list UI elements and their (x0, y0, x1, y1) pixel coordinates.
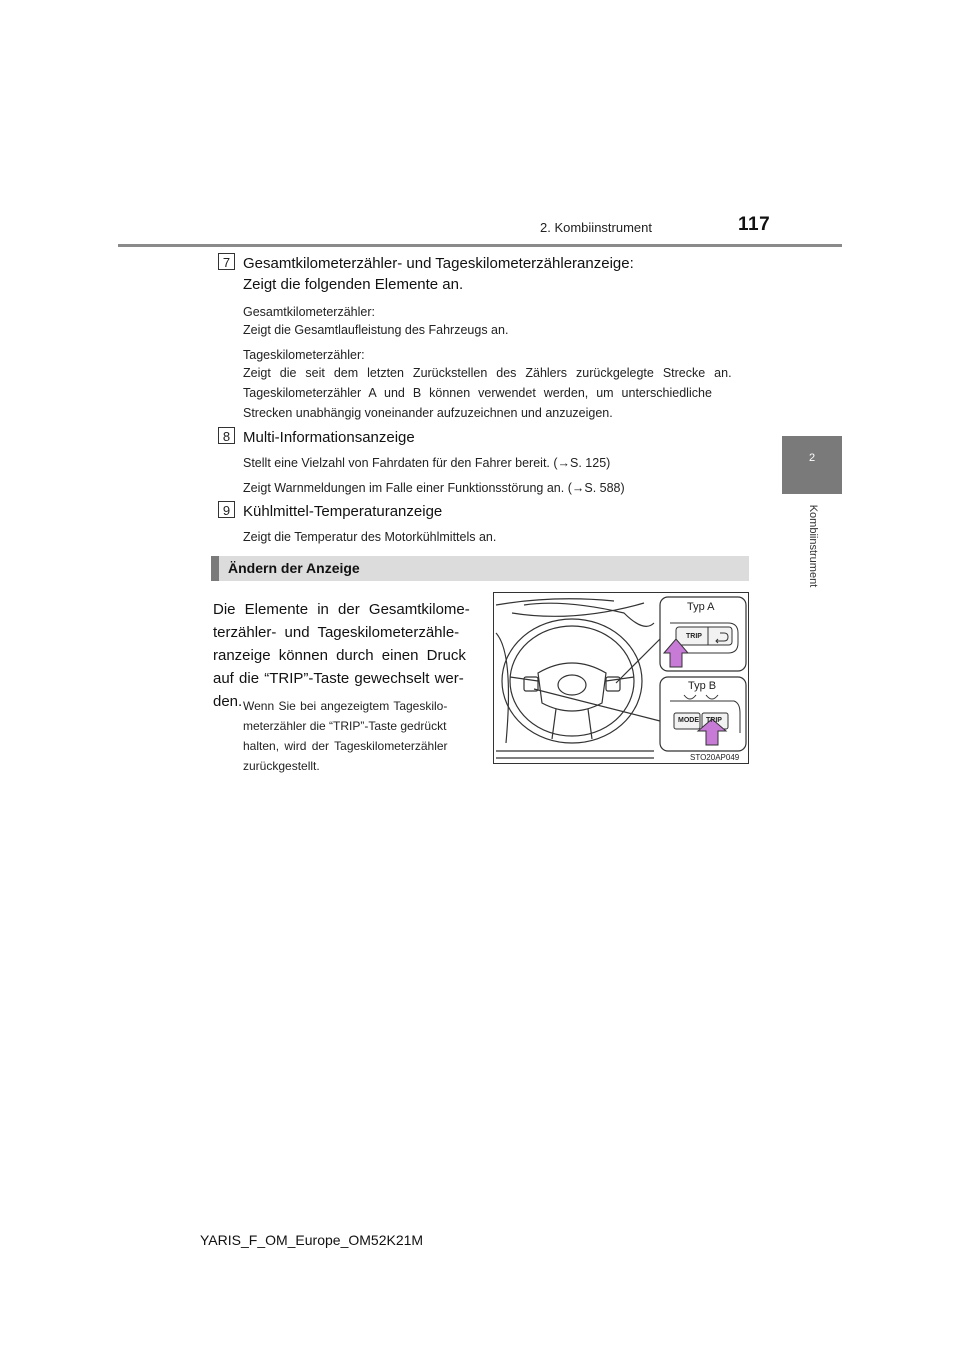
item-8-title: Multi-Informationsanzeige (243, 429, 415, 446)
trip-button-a: TRIP (686, 633, 702, 640)
steering-wheel-figure (493, 592, 749, 764)
body-line2: terzähler- und Tageskilometerzähle- (213, 624, 460, 641)
mode-button-b: MODE (678, 717, 699, 724)
document-code: YARIS_F_OM_Europe_OM52K21M (200, 1232, 424, 1248)
chapter-number: 2 (808, 452, 816, 464)
trip-button-b: TRIP (706, 717, 722, 724)
body-line5: den. (213, 693, 243, 710)
chapter-label: Kombiinstrument (807, 504, 819, 588)
trip-line1: Zeigt die seit dem letzten Zurückstellen des Zählers zurückgelegte Strecke an. (243, 366, 732, 380)
item-number-9: 9 (218, 501, 235, 518)
item-number-8: 8 (218, 427, 235, 444)
section-title: 2. Kombiinstrument (540, 220, 652, 235)
trip-label: Tageskilometerzähler: (243, 348, 365, 362)
note-line1: Wenn Sie bei angezeigtem Tageskilo- (243, 699, 448, 713)
trip-line3: Strecken unabhängig voneinander aufzuzeichnen und anzuzeigen. (243, 406, 613, 420)
typ-a-label: Typ A (687, 601, 715, 613)
item-7-title-line2: Zeigt die folgenden Elemente an. (243, 276, 464, 293)
item-7-title-line1: Gesamtkilometerzähler- und Tageskilometerzähleranzeige: (243, 255, 634, 272)
body-line3: ranzeige können durch einen Druck (213, 647, 466, 664)
item-8-line2: Zeigt Warnmeldungen im Falle einer Funktionsstörung an. (→S. 588) (243, 481, 625, 495)
body-line1: Die Elemente in der Gesamtkilome- (213, 601, 470, 618)
body-line4: auf die “TRIP”-Taste gewechselt wer- (213, 670, 464, 687)
header-rule (118, 244, 842, 247)
trip-line2: Tageskilometerzähler A und B können verwendet werden, um unterschiedliche (243, 386, 712, 400)
item-8-line1: Stellt eine Vielzahl von Fahrdaten für den Fahrer bereit. (→S. 125) (243, 456, 611, 470)
note-line2: meterzähler die “TRIP”-Taste gedrückt (243, 719, 447, 733)
item-number-7: 7 (218, 253, 235, 270)
odo-text: Zeigt die Gesamtlaufleistung des Fahrzeugs an. (243, 323, 509, 337)
page-number: 117 (738, 214, 771, 235)
typ-b-label: Typ B (688, 680, 717, 692)
section-bar-accent (211, 556, 219, 581)
section-heading: Ändern der Anzeige (228, 560, 360, 576)
odo-label: Gesamtkilometerzähler: (243, 305, 375, 319)
figure-code: STO20AP049 (690, 753, 740, 762)
note-line4: zurückgestellt. (243, 759, 320, 773)
item-9-line1: Zeigt die Temperatur des Motorkühlmittels an. (243, 530, 497, 544)
steering-wheel-illustration (494, 593, 749, 764)
item-9-title: Kühlmittel-Temperaturanzeige (243, 503, 443, 520)
note-line3: halten, wird der Tageskilometerzähler (243, 739, 448, 753)
